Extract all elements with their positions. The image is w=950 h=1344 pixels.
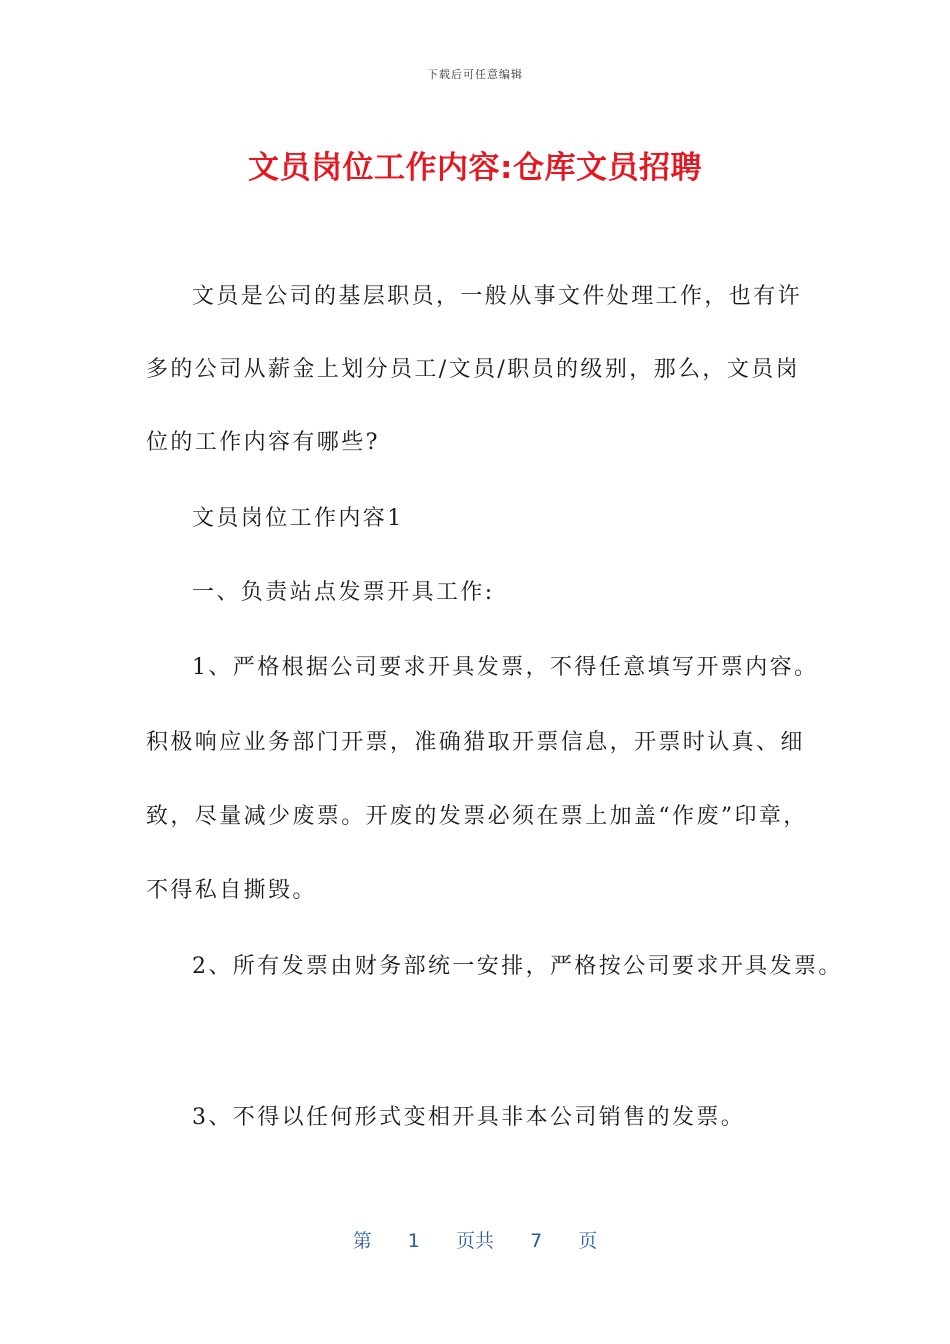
paragraph-line: 2、所有发票由财务部统一安排，严格按公司要求开具发票。 bbox=[192, 954, 843, 979]
current-page-number: 1 bbox=[407, 1230, 420, 1252]
document-title: 文员岗位工作内容:仓库文员招聘 bbox=[248, 150, 702, 186]
paragraph-line: 不得私自撕毁。 bbox=[146, 878, 317, 903]
paragraph-line: 多的公司从薪金上划分员工/文员/职员的级别，那么，文员岗 bbox=[146, 357, 801, 382]
paragraph-line: 3、不得以任何形式变相开具非本公司销售的发票。 bbox=[192, 1105, 746, 1130]
paragraph-line: 位的工作内容有哪些? bbox=[146, 430, 380, 455]
subsection-heading: 一、负责站点发票开具工作: bbox=[192, 580, 495, 605]
page-suffix: 页 bbox=[578, 1230, 598, 1252]
page-mid: 页共 bbox=[455, 1230, 494, 1252]
page-footer bbox=[0, 1226, 950, 1253]
total-pages-number: 7 bbox=[530, 1230, 543, 1252]
header-note: 下载后可任意编辑 bbox=[427, 68, 523, 81]
page-prefix: 第 bbox=[352, 1230, 372, 1252]
paragraph-line: 致，尽量减少废票。开废的发票必须在票上加盖“作废”印章， bbox=[146, 804, 808, 829]
paragraph-line: 1、严格根据公司要求开具发票，不得任意填写开票内容。 bbox=[192, 655, 819, 680]
paragraph-line: 积极响应业务部门开票，准确猎取开票信息，开票时认真、细 bbox=[146, 730, 805, 755]
section-heading: 文员岗位工作内容1 bbox=[192, 506, 404, 531]
paragraph-line: 文员是公司的基层职员，一般从事文件处理工作，也有许 bbox=[192, 284, 803, 309]
